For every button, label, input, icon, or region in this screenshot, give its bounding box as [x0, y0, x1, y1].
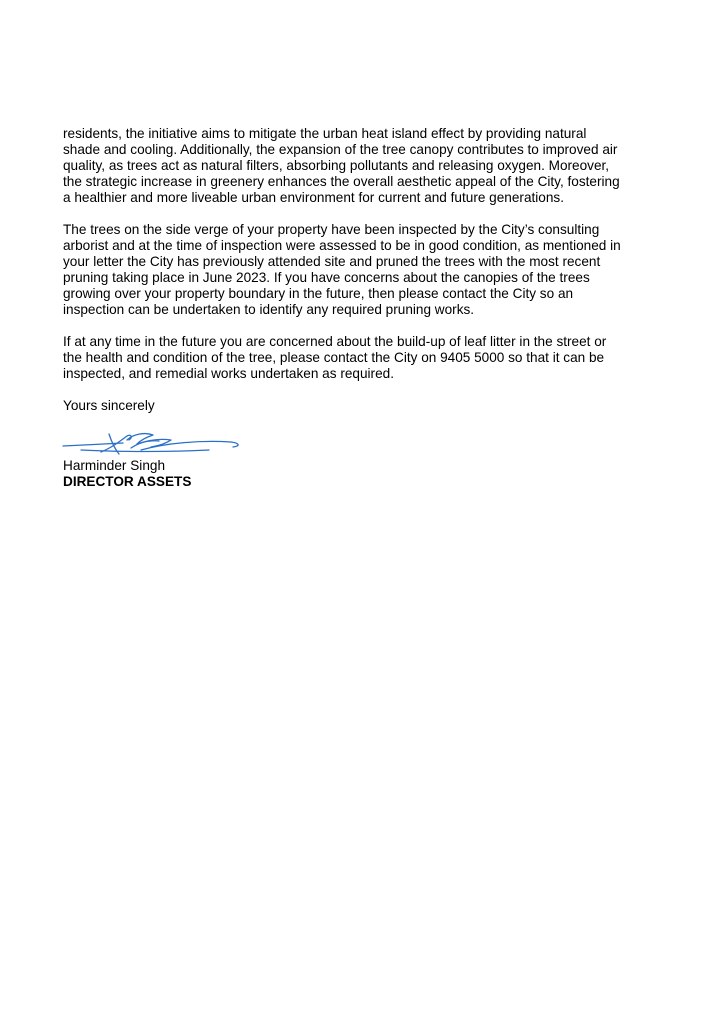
signer-name: Harminder Singh: [63, 458, 165, 473]
paragraph-tree-inspection: The trees on the side verge of your property have been inspected by the City’s consulting arborist and at the time of inspection were assessed to be in good condition, as mentioned in your letter the City has previously attended site and pruned the trees with the most recent pruning taking place in June 2023. If you have concerns about the canopies of the trees growing over your property boundary in the future, then please contact the City so an inspection can be undertaken to identify any required pruning works.: [63, 222, 621, 317]
letter-body: [63, 126, 653, 490]
signature-icon: [63, 428, 263, 458]
paragraph-heat-island: residents, the initiative aims to mitigate the urban heat island effect by providing natural shade and cooling. Additionally, the expansion of the tree canopy contributes to improved air quality, as trees act as natural filters, absorbing pollutants and releasing oxygen. Moreover, the strategic increase in greenery enhances the overall aesthetic appeal of the City, fostering a healthier and more liveable urban environment for current and future generations.: [63, 126, 620, 205]
paragraph-leaf-litter: If at any time in the future you are concerned about the build-up of leaf litter in the street or the health and condition of the tree, please contact the City on 9405 5000 so that it can be inspected, and remedial works undertaken as required.: [63, 334, 607, 381]
signer-title: DIRECTOR ASSETS: [63, 474, 192, 489]
closing-salutation: Yours sincerely: [63, 398, 155, 413]
